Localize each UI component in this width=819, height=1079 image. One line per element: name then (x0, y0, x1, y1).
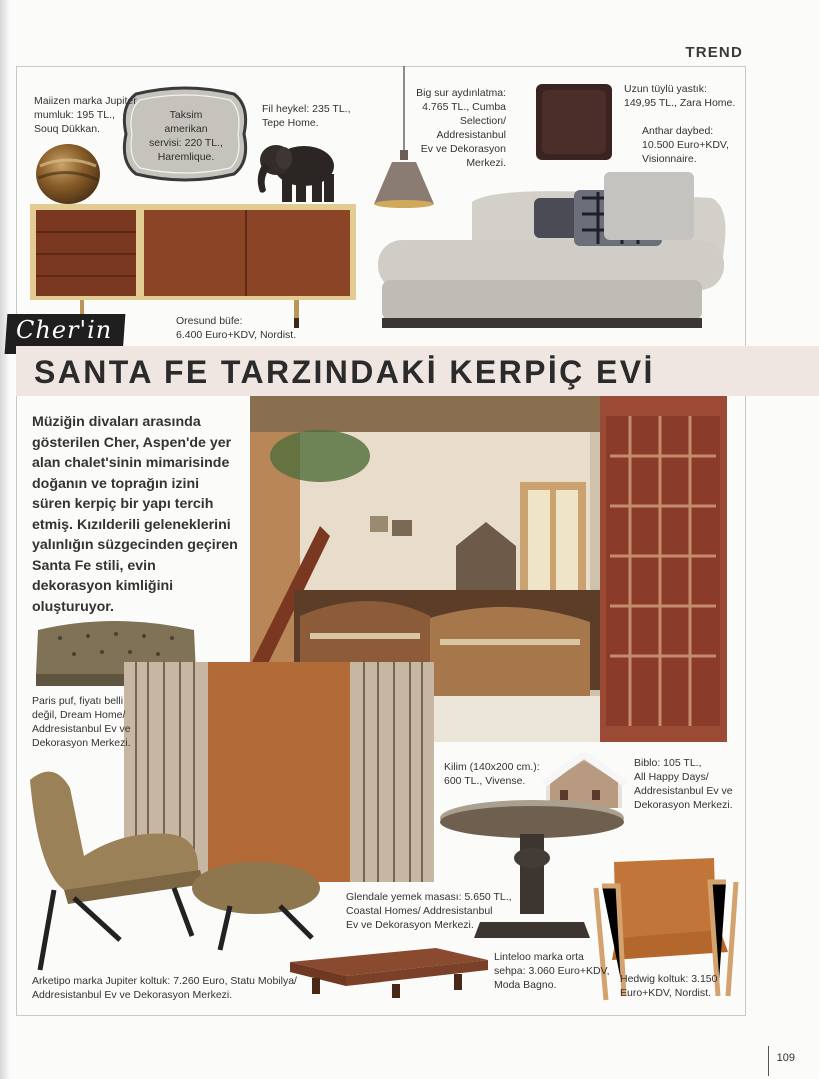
mumluk-vase-image (34, 136, 104, 206)
caption-taksim-servis: Taksim amerikan servisi: 220 TL., Haremlique. (149, 109, 223, 163)
anthar-daybed-image (372, 168, 734, 332)
caption-biblo: Biblo: 105 TL., All Happy Days/ Addresistanbul Ev ve Dekorasyon Merkezi. (634, 757, 733, 811)
cher-badge-text: Cher'in (16, 316, 113, 344)
caption-hedwig: Hedwig koltuk: 3.150 Euro+KDV, Nordist. (620, 973, 718, 999)
caption-fil-heykel: Fil heykel: 235 TL., Tepe Home. (262, 103, 351, 129)
caption-glendale: Glendale yemek masası: 5.650 TL., Coastal Homes/ Addresistanbul Ev ve Dekorasyon Merkezi. (346, 891, 512, 931)
page-number: 109 (776, 1052, 795, 1064)
linteloo-coffee-table-image (286, 944, 492, 1000)
caption-yastik: Uzun tüylü yastık: 149,95 TL., Zara Home. (624, 83, 736, 109)
caption-bigsur: Big sur aydınlatma: 4.765 TL., Cumba Selection/ Addresistanbul Ev ve Dekorasyon Merkezi. (416, 87, 506, 169)
page-gutter-shadow (0, 0, 10, 1079)
oresund-sideboard-image (30, 200, 360, 330)
headline: SANTA FE TARZINDAKİ KERPİÇ EVİ (34, 354, 655, 390)
fur-pillow-image (532, 80, 616, 164)
caption-arketipo: Arketipo marka Jupiter koltuk: 7.260 Euro, Statu Mobilya/ Addresistanbul Ev ve Dekorasyon Merkezi. (32, 975, 297, 1001)
caption-mumluk: Maiizen marka Jupiter mumluk: 195 TL., Souq Dükkan. (34, 95, 137, 135)
caption-paris-puf: Paris puf, fiyatı belli değil, Dream Home/ Addresistanbul Ev ve Dekorasyon Merkezi. (32, 695, 131, 749)
arketipo-armchair-image (24, 760, 324, 974)
caption-kilim: Kilim (140x200 cm.): 600 TL., Vivense. (444, 761, 540, 787)
intro-paragraph: Müziğin divaları arasında gösterilen Cher, Aspen'de yer alan chalet'sinin mimarisinde doğanın ve toprağın izini süren kerpiç bir yapı tercih etmiş. Kızılderili geleneklerini yalınlığın süzgecinden geçiren Santa Fe stili, evin dekorasyon kimliğini oluşturuyor. (32, 414, 238, 615)
section-label: TREND (685, 44, 743, 61)
caption-anthar: Anthar daybed: 10.500 Euro+KDV, Visionnaire. (642, 125, 729, 165)
elephant-statue-image (250, 136, 346, 208)
page-number-divider (768, 1046, 769, 1076)
caption-linteloo: Linteloo marka orta sehpa: 3.060 Euro+KDV, Moda Bagno. (494, 951, 610, 991)
caption-oresund: Oresund büfe: 6.400 Euro+KDV, Nordist. (176, 315, 297, 341)
